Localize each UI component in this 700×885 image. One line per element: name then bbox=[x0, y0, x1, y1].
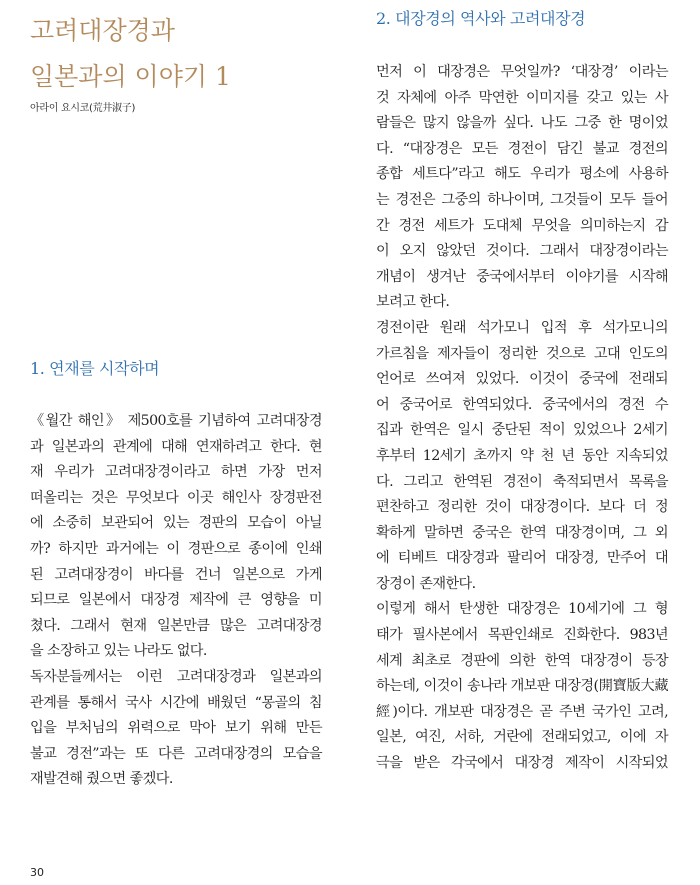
text-line: 개념이 생겨난 중국에서부터 이야기를 시작해 bbox=[376, 268, 668, 285]
text-line: 간 경전 세트가 도대체 무엇을 의미하는지 감 bbox=[376, 217, 668, 234]
text-line: 먼저 이 대장경은 무엇일까? ‘대장경’ 이라는 bbox=[376, 64, 668, 80]
section-2-body bbox=[376, 60, 668, 777]
text-line: 확하게 말하면 중국은 한역 대장경이며, 그 외 bbox=[376, 524, 668, 541]
page-number: 30 bbox=[30, 866, 44, 879]
text-line: 입을 부처님의 위력으로 막아 보기 위해 만든 bbox=[30, 720, 322, 737]
text-line: 재 우리가 고려대장경이라고 하면 가장 먼저 bbox=[30, 464, 322, 481]
text-line: 가르침을 제자들이 정리한 것으로 고대 인도의 bbox=[376, 345, 668, 362]
text-line: 《월간 해인》 제500호를 기념하여 고려대장경 bbox=[30, 413, 322, 429]
text-line: 불교 경전”과는 또 다른 고려대장경의 모습을 bbox=[30, 745, 322, 762]
text-line: 독자분들께서는 이런 고려대장경과 일본과의 bbox=[30, 668, 322, 685]
text-line: 된 고려대장경이 바다를 건너 일본으로 가게 bbox=[30, 566, 322, 583]
text-line: 관계를 통해서 국사 시간에 배웠던 “몽골의 침 bbox=[30, 694, 322, 711]
article-title bbox=[30, 8, 231, 100]
text-line: 이렇게 해서 탄생한 대장경은 10세기에 그 형 bbox=[376, 601, 668, 618]
text-line: 다. 그리고 한역된 경전이 축적되면서 목록을 bbox=[376, 473, 668, 490]
text-line: 어 중국어로 한역되었다. 중국에서의 경전 수 bbox=[376, 396, 668, 413]
text-line: 다. “대장경은 모든 경전이 담긴 불교 경전의 bbox=[376, 140, 668, 157]
text-line: 되므로 일본에서 대장경 제작에 큰 영향을 미 bbox=[30, 592, 322, 609]
text-line: 에 티베트 대장경과 팔리어 대장경, 만주어 대 bbox=[376, 550, 668, 567]
text-line: 장경이 존재한다. bbox=[376, 575, 476, 592]
text-line: 경전이란 원래 석가모니 입적 후 석가모니의 bbox=[376, 319, 668, 336]
text-line: 종합 세트다”라고 해도 우리가 평소에 사용하 bbox=[376, 166, 668, 183]
text-line: 언어로 쓰여져 있었다. 이것이 중국에 전래되 bbox=[376, 371, 668, 388]
section-1-body bbox=[30, 409, 322, 793]
text-line: 과 일본과의 관계에 대해 연재하려고 한다. 현 bbox=[30, 438, 322, 455]
section-2-heading: 2. 대장경의 역사와 고려대장경 bbox=[376, 9, 586, 28]
article-title-line-2: 일본과의 이야기 1 bbox=[30, 62, 231, 91]
text-line: 에 소중히 보관되어 있는 경판의 모습이 아닐 bbox=[30, 515, 322, 532]
text-line: 재발견해 줬으면 좋겠다. bbox=[30, 771, 173, 788]
text-line: 쳤다. 그래서 현재 일본만큼 많은 고려대장경 bbox=[30, 617, 322, 634]
text-line: 람들은 많지 않을까 싶다. 나도 그중 한 명이었 bbox=[376, 115, 668, 132]
text-line: 하는데, 이것이 송나라 개보판 대장경(開寶版大藏 bbox=[376, 678, 668, 695]
text-line: 것 자체에 아주 막연한 이미지를 갖고 있는 사 bbox=[376, 89, 668, 106]
text-line: 후부터 12세기 초까지 약 천 년 동안 지속되었 bbox=[376, 447, 668, 464]
text-line: 극을 받은 각국에서 대장경 제작이 시작되었 bbox=[376, 755, 668, 772]
text-line: 보려고 한다. bbox=[376, 294, 450, 311]
text-line: 태가 필사본에서 목판인쇄로 진화한다. 983년 bbox=[376, 627, 668, 644]
text-line: 떠올리는 것은 무엇보다 이곳 해인사 장경판전 bbox=[30, 489, 322, 506]
text-line: 이 오지 않았던 것이다. 그래서 대장경이라는 bbox=[376, 243, 668, 260]
text-line: 편찬하고 정리한 것이 대장경이다. 보다 더 정 bbox=[376, 499, 668, 516]
section-1-heading: 1. 연재를 시작하며 bbox=[30, 359, 160, 378]
text-line: 까? 하지만 과거에는 이 경판으로 종이에 인쇄 bbox=[30, 540, 322, 557]
text-line: 집과 한역은 일시 중단된 적이 있었으나 2세기 bbox=[376, 422, 668, 439]
text-line: 을 소장하고 있는 나라도 없다. bbox=[30, 643, 207, 660]
article-title-line-1: 고려대장경과 bbox=[30, 16, 175, 45]
author-byline: 아라이 요시코(荒井淑子) bbox=[30, 103, 136, 114]
text-line: 는 경전은 그중의 하나이며, 그것들이 모두 들어 bbox=[376, 191, 668, 208]
text-line: 經)이다. 개보판 대장경은 곧 주변 국가인 고려, bbox=[376, 703, 668, 720]
text-line: 세계 최초로 경판에 의한 한역 대장경이 등장 bbox=[376, 652, 668, 669]
text-line: 일본, 여진, 서하, 거란에 전래되었고, 이에 자 bbox=[376, 729, 668, 746]
